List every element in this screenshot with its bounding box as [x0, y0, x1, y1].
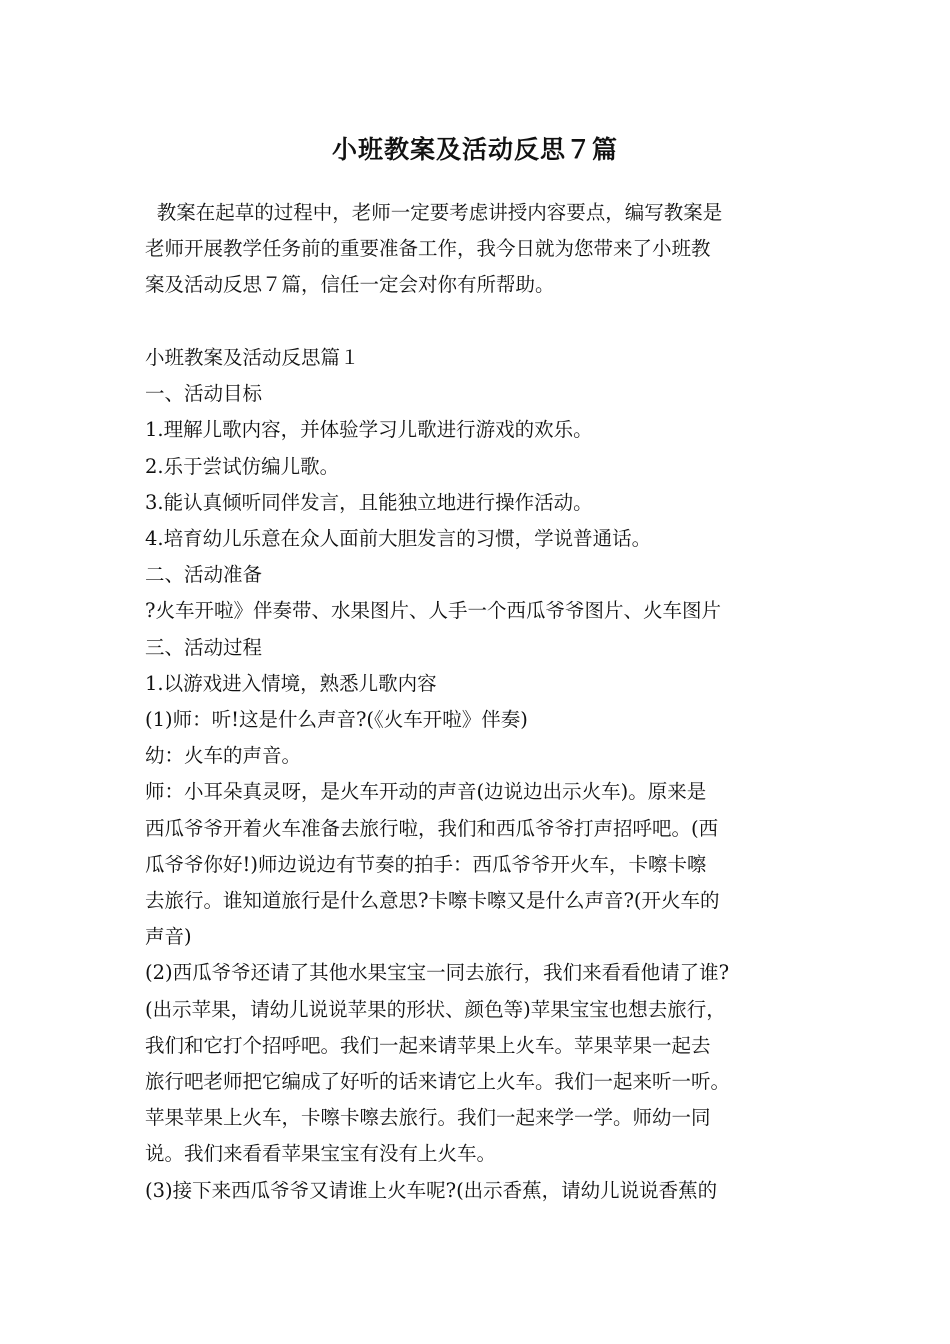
body-line: 幼：火车的声音。 — [145, 744, 302, 768]
subsection-heading: 三、活动过程 — [145, 635, 263, 659]
list-item: 1.理解儿歌内容，并体验学习儿歌进行游戏的欢乐。 — [145, 418, 593, 442]
body-line: (1)师：听!这是什么声音?(《火车开啦》伴奏) — [145, 708, 528, 732]
list-item: 3.能认真倾听同伴发言，且能独立地进行操作活动。 — [145, 490, 593, 514]
body-line: 师：小耳朵真灵呀，是火车开动的声音(边说边出示火车)。原来是 — [145, 780, 707, 804]
list-item: 4.培育幼儿乐意在众人面前大胆发言的习惯，学说普通话。 — [145, 527, 652, 551]
body-line: 西瓜爷爷开着火车准备去旅行啦，我们和西瓜爷爷打声招呼吧。(西 — [145, 816, 719, 840]
body-line: 瓜爷爷你好!)师边说边有节奏的拍手：西瓜爷爷开火车，卡嚓卡嚓 — [145, 852, 707, 876]
subsection-heading: 一、活动目标 — [145, 382, 263, 406]
intro-line: 教案在起草的过程中，老师一定要考虑讲授内容要点，编写教案是 — [156, 201, 723, 224]
body-line: ?火车开啦》伴奏带、水果图片、人手一个西瓜爷爷图片、火车图片 — [145, 599, 721, 623]
body-line: 我们和它打个招呼吧。我们一起来请苹果上火车。苹果苹果一起去 — [145, 1033, 711, 1057]
document-title: 小班教案及活动反思７篇 — [331, 135, 618, 164]
document-body — [145, 340, 820, 1209]
body-line: 旅行吧老师把它编成了好听的话来请它上火车。我们一起来听一听。 — [145, 1070, 731, 1094]
section-heading: 小班教案及活动反思篇１ — [145, 346, 360, 369]
intro-line: 案及活动反思７篇，信任一定会对你有所帮助。 — [145, 273, 555, 296]
body-line: (3)接下来西瓜爷爷又请谁上火车呢?(出示香蕉，请幼儿说说香蕉的 — [145, 1178, 718, 1202]
body-line: 去旅行。谁知道旅行是什么意思?卡嚓卡嚓又是什么声音?(开火车的 — [145, 889, 720, 913]
body-line: (出示苹果，请幼儿说说苹果的形状、颜色等)苹果宝宝也想去旅行， — [145, 997, 726, 1021]
intro-line: 老师开展教学任务前的重要准备工作，我今日就为您带来了小班教 — [145, 237, 711, 260]
subsection-heading: 二、活动准备 — [145, 563, 263, 587]
list-item: 2.乐于尝试仿编儿歌。 — [145, 454, 340, 478]
intro-paragraph — [145, 195, 815, 303]
body-line: 声音) — [145, 925, 192, 949]
body-line: 苹果苹果上火车，卡嚓卡嚓去旅行。我们一起来学一学。师幼一同 — [145, 1106, 711, 1130]
body-line: 说。我们来看看苹果宝宝有没有上火车。 — [145, 1142, 497, 1166]
body-line: (2)西瓜爷爷还请了其他水果宝宝一同去旅行，我们来看看他请了谁? — [145, 961, 730, 985]
body-line: 1.以游戏进入情境，熟悉儿歌内容 — [145, 671, 437, 695]
